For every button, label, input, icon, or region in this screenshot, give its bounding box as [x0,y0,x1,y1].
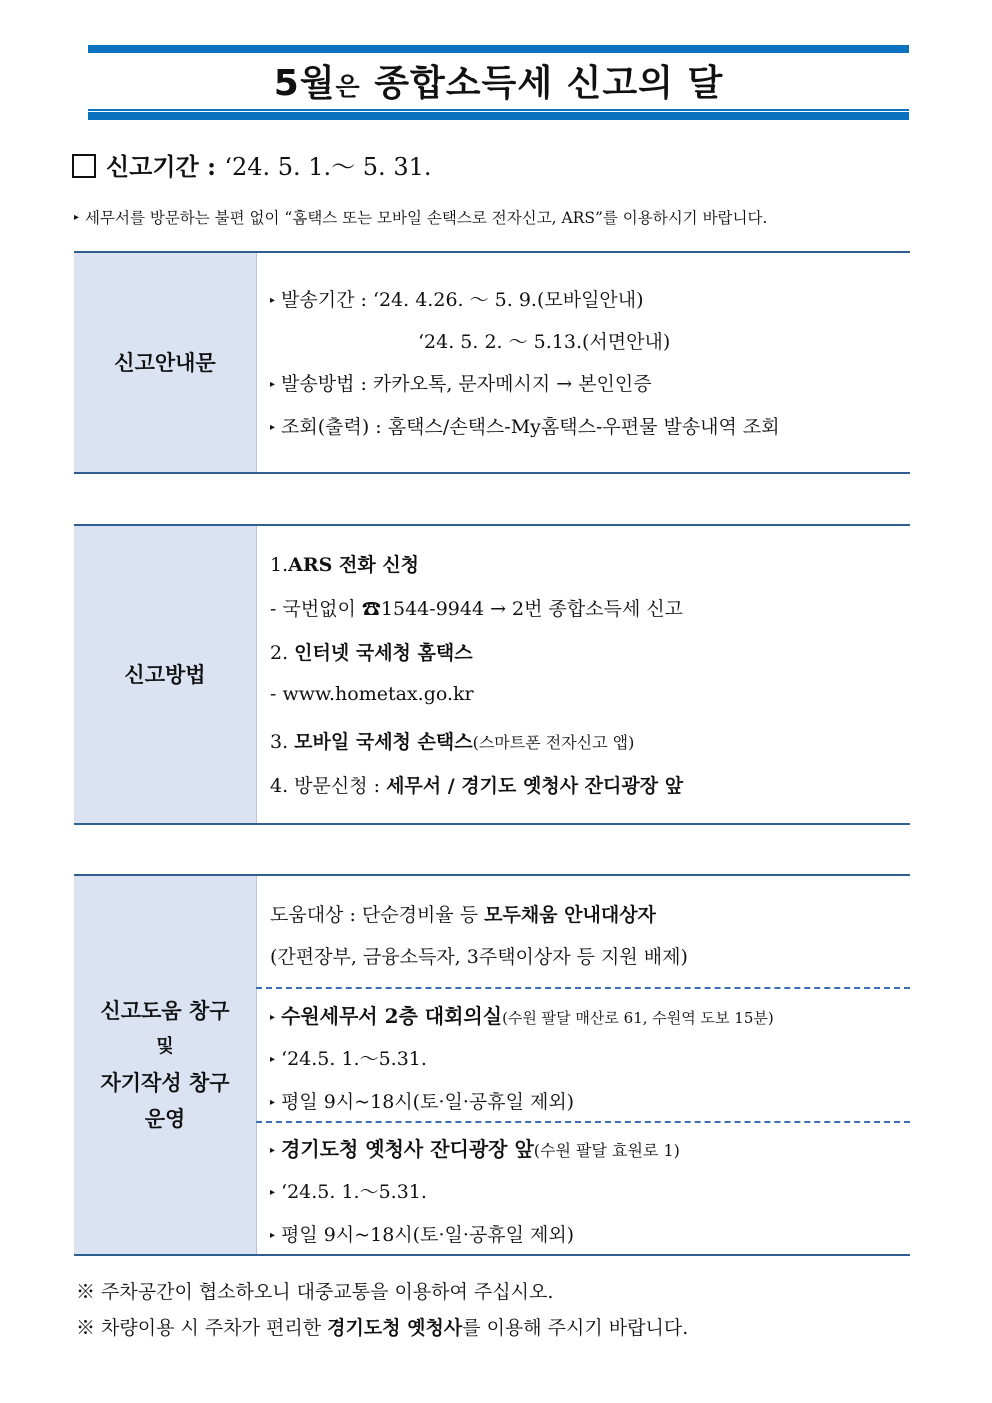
list-item: ▸ 평일 9시~18시(토·일·공휴일 제외) [270,1224,575,1246]
bullet-icon: ▸ [270,295,276,306]
footer-note: ※ 주차공간이 협소하오니 대중교통을 이용하여 주십시오. [76,1281,554,1303]
checkbox-icon [72,154,96,178]
list-item: (간편장부, 금융소득자, 3주택이상자 등 지원 배제) [270,946,688,968]
list-item: - 국번없이 ☎1544-9944 → 2번 종합소득세 신고 [270,598,684,620]
list-item: ▸ 조회(출력) : 홈택스/손택스-My홈택스-우편물 발송내역 조회 [270,416,780,438]
list-item: 4. 방문신청 : 세무서 / 경기도 옛청사 잔디광장 앞 [270,775,684,797]
list-item: 2. 인터넷 국세청 홈택스 [270,642,473,664]
notice-text: ▸ 세무서를 방문하는 불편 없이 “홈택스 또는 모바일 손택스로 전자신고, ARS”를 이용하시기 바랍니다. [74,209,768,227]
section-content [270,876,902,1254]
list-item: ▸ 발송기간 : ‘24. 4.26. ～ 5. 9.(모바일안내) [270,289,644,311]
location-name: ▸ 수원세무서 2층 대회의실(수원 팔달 매산로 61, 수원역 도보 15분) [270,1004,774,1028]
title-top-bar [88,45,909,53]
list-item: ▸ ‘24.5. 1.～5.31. [270,1181,427,1203]
bullet-icon: ▸ [270,379,276,390]
list-item: ▸ 평일 9시~18시(토·일·공휴일 제외) [270,1091,575,1113]
section-label: 신고안내문 [74,253,257,472]
list-item: 1.ARS 전화 신청 [270,554,420,576]
bullet-icon: ▸ [270,1187,276,1198]
location-name: ▸ 경기도청 옛청사 잔디광장 앞(수원 팔달 효원로 1) [270,1137,680,1161]
list-item: - www.hometax.go.kr [270,683,474,705]
section-filing-methods [74,524,910,825]
section-label: 신고방법 [74,526,257,823]
footer-note: ※ 차량이용 시 주차가 편리한 경기도청 옛청사를 이용해 주시기 바랍니다. [76,1317,689,1339]
section-notice-letter [74,251,910,474]
bullet-icon: ▸ [270,1230,276,1241]
bullet-icon: ▸ [270,1012,276,1023]
list-item: ‘24. 5. 2. ～ 5.13.(서면안내) [418,331,671,353]
section-content [270,526,902,823]
section-content [270,253,902,472]
list-item: 도움대상 : 단순경비율 등 모두채움 안내대상자 [270,904,656,926]
section-label: 신고도움 창구 및 자기작성 창구 운영 [74,876,257,1254]
bullet-icon: ▸ [270,1145,276,1156]
title-rule [88,109,909,111]
bullet-icon: ▸ [270,1054,276,1065]
page-title: 5월은 종합소득세 신고의 달 [273,63,724,104]
title-bottom-bar [88,112,909,120]
list-item: ▸ 발송방법 : 카카오톡, 문자메시지 → 본인인증 [270,373,652,395]
list-item: ▸ ‘24.5. 1.～5.31. [270,1048,427,1070]
filing-period: 신고기간 : ‘24. 5. 1.～ 5. 31. [72,150,432,184]
bullet-icon: ▸ [74,212,80,223]
bullet-icon: ▸ [270,1097,276,1108]
bullet-icon: ▸ [270,422,276,433]
section-help-desk [74,874,910,1256]
list-item: 3. 모바일 국세청 손택스(스마트폰 전자신고 앱) [270,731,635,753]
